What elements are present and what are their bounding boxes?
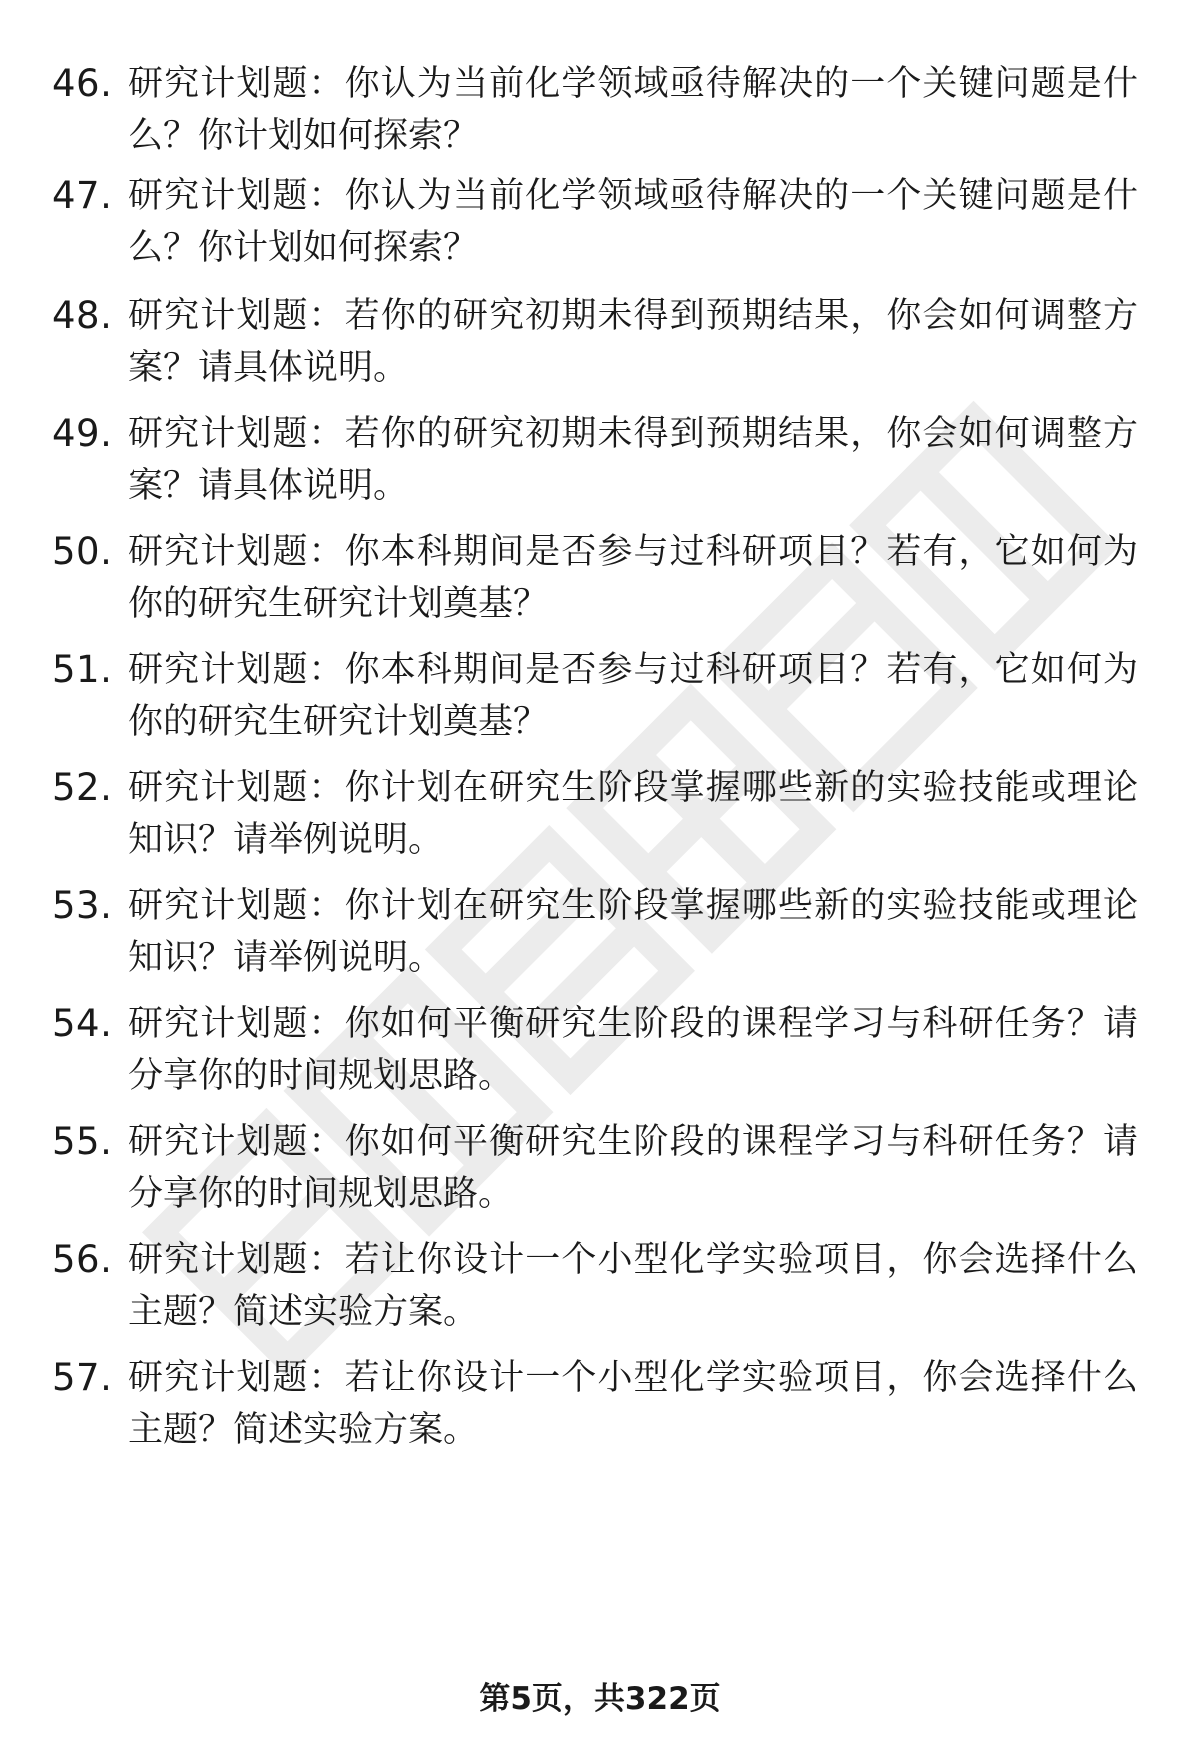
question-number: 50. xyxy=(52,530,113,573)
list-item xyxy=(0,1352,1200,1462)
question-number: 51. xyxy=(52,648,113,691)
list-item xyxy=(0,58,1200,168)
question-text: 研究计划题：若让你设计一个小型化学实验项目，你会选择什么主题？简述实验方案。 xyxy=(128,1240,1138,1332)
question-number: 54. xyxy=(52,1002,113,1045)
question-text: 研究计划题：你认为当前化学领域亟待解决的一个关键问题是什么？你计划如何探索？ xyxy=(128,176,1138,268)
question-text: 研究计划题：你计划在研究生阶段掌握哪些新的实验技能或理论知识？请举例说明。 xyxy=(128,768,1138,860)
question-number: 46. xyxy=(52,62,113,105)
list-item xyxy=(0,644,1200,754)
list-item xyxy=(0,290,1200,400)
question-number: 52. xyxy=(52,766,113,809)
question-text: 研究计划题：你计划在研究生阶段掌握哪些新的实验技能或理论知识？请举例说明。 xyxy=(128,886,1138,978)
question-number: 49. xyxy=(52,412,113,455)
question-number: 53. xyxy=(52,884,113,927)
list-item xyxy=(0,408,1200,518)
question-number: 48. xyxy=(52,294,113,337)
question-number: 57. xyxy=(52,1356,113,1399)
question-text: 研究计划题：若你的研究初期未得到预期结果，你会如何调整方案？请具体说明。 xyxy=(128,296,1138,388)
list-item xyxy=(0,1234,1200,1344)
list-item xyxy=(0,880,1200,990)
question-text: 研究计划题：你如何平衡研究生阶段的课程学习与科研任务？请分享你的时间规划思路。 xyxy=(128,1122,1138,1214)
question-text: 研究计划题：你本科期间是否参与过科研项目？若有，它如何为你的研究生研究计划奠基？ xyxy=(128,650,1138,742)
question-text: 研究计划题：若让你设计一个小型化学实验项目，你会选择什么主题？简述实验方案。 xyxy=(128,1358,1138,1450)
question-text: 研究计划题：若你的研究初期未得到预期结果，你会如何调整方案？请具体说明。 xyxy=(128,414,1138,506)
question-text: 研究计划题：你认为当前化学领域亟待解决的一个关键问题是什么？你计划如何探索？ xyxy=(128,64,1138,156)
question-number: 55. xyxy=(52,1120,113,1163)
question-number: 56. xyxy=(52,1238,113,1281)
page-footer: 第5页，共322页 xyxy=(479,1681,721,1717)
list-item xyxy=(0,998,1200,1108)
list-item xyxy=(0,1116,1200,1226)
list-item xyxy=(0,762,1200,872)
list-item xyxy=(0,526,1200,636)
list-item xyxy=(0,170,1200,280)
question-number: 47. xyxy=(52,174,113,217)
question-text: 研究计划题：你本科期间是否参与过科研项目？若有，它如何为你的研究生研究计划奠基？ xyxy=(128,532,1138,624)
question-text: 研究计划题：你如何平衡研究生阶段的课程学习与科研任务？请分享你的时间规划思路。 xyxy=(128,1004,1138,1096)
